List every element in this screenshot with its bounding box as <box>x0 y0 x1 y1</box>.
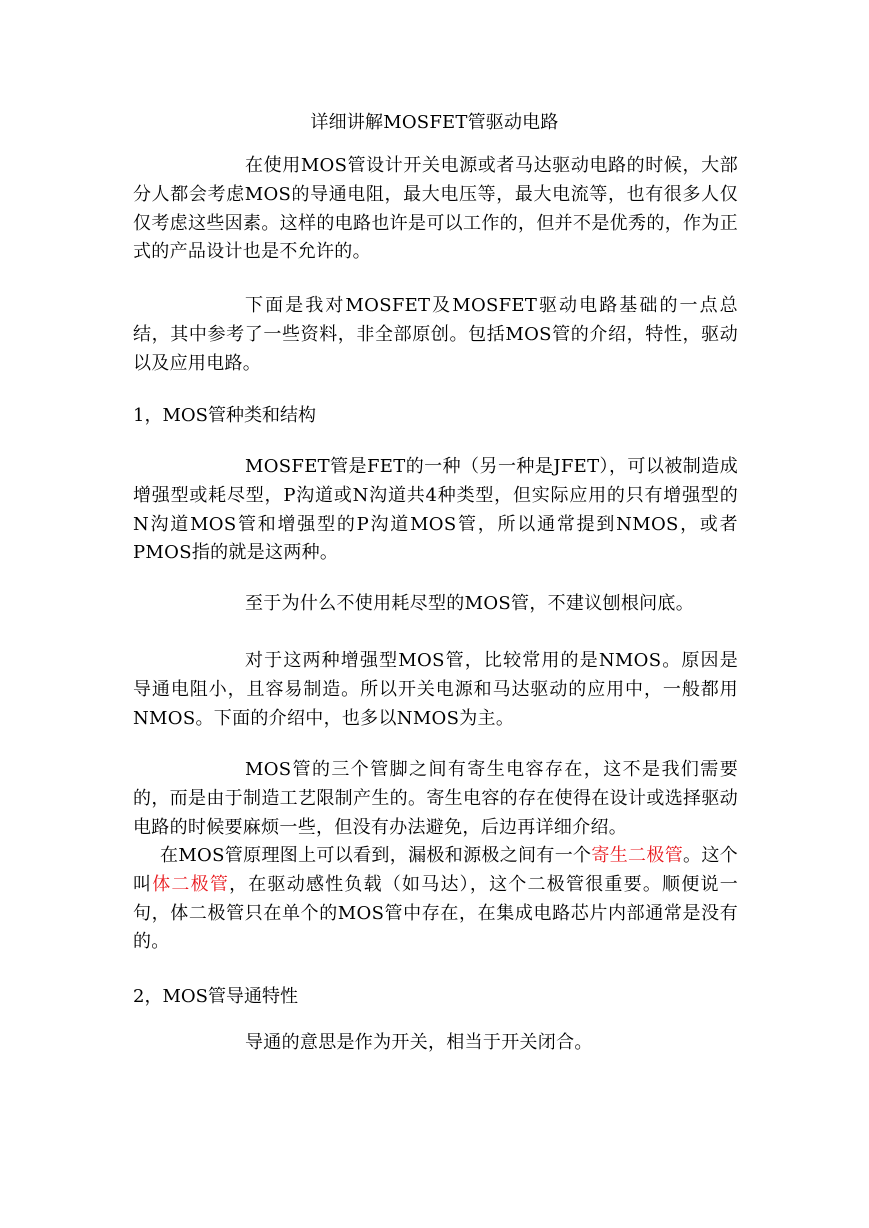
section-heading-2: 2，MOS管导通特性 <box>133 986 298 1007</box>
paragraph-depletion: 至于为什么不使用耗尽型的MOS管，不建议刨根问底。 <box>245 593 695 614</box>
highlight-parasitic-diode: 寄生二极管 <box>591 845 684 866</box>
section-heading-1: 1，MOS管种类和结构 <box>133 405 316 426</box>
body-diode-text-1: 在MOS管原理图上可以看到，漏极和源极之间有一个 <box>160 845 592 866</box>
paragraph-summary: 下面是我对MOSFET及MOSFET驱动电路基础的一点总结，其中参考了一些资料，非全部原创。包括MOS管的介绍，特性，驱动以及应用电路。 <box>133 295 738 374</box>
paragraph-intro: 在使用MOS管设计开关电源或者马达驱动电路的时候，大部分人都会考虑MOS的导通电阻，最大电压等，最大电流等，也有很多人仅仅考虑这些因素。这样的电路也许是可以工作的，但并不是优秀的，作为正式的产品设计也是不允许的。 <box>133 155 738 263</box>
paragraph-mos-types: MOSFET管是FET的一种（另一种是JFET），可以被制造成增强型或耗尽型，P沟道或N沟道共4种类型，但实际应用的只有增强型的N沟道MOS管和增强型的P沟道MOS管，所以通常提到NMOS，或者PMOS指的就是这两种。 <box>133 456 738 564</box>
paragraph-nmos: 对于这两种增强型MOS管，比较常用的是NMOS。原因是导通电阻小，且容易制造。所以开关电源和马达驱动的应用中，一般都用NMOS。下面的介绍中，也多以NMOS为主。 <box>133 650 738 729</box>
paragraph-parasitic-capacitance: MOS管的三个管脚之间有寄生电容存在，这不是我们需要的，而是由于制造工艺限制产生的。寄生电容的存在使得在设计或选择驱动电路的时候要麻烦一些，但没有办法避免，后边再详细介绍。 <box>133 759 738 838</box>
body-diode-text-2: 。这个叫 <box>133 845 739 895</box>
document-title: 详细讲解MOSFET管驱动电路 <box>310 112 559 133</box>
highlight-body-diode: 体二极管 <box>152 873 230 895</box>
paragraph-body-diode <box>133 842 738 957</box>
body-diode-text-3: ，在驱动感性负载（如马达），这个二极管很重要。顺便说一句，体二极管只在单个的MOS管中存在，在集成电路芯片内部通常是没有的。 <box>133 873 738 953</box>
paragraph-conduction: 导通的意思是作为开关，相当于开关闭合。 <box>245 1032 593 1053</box>
